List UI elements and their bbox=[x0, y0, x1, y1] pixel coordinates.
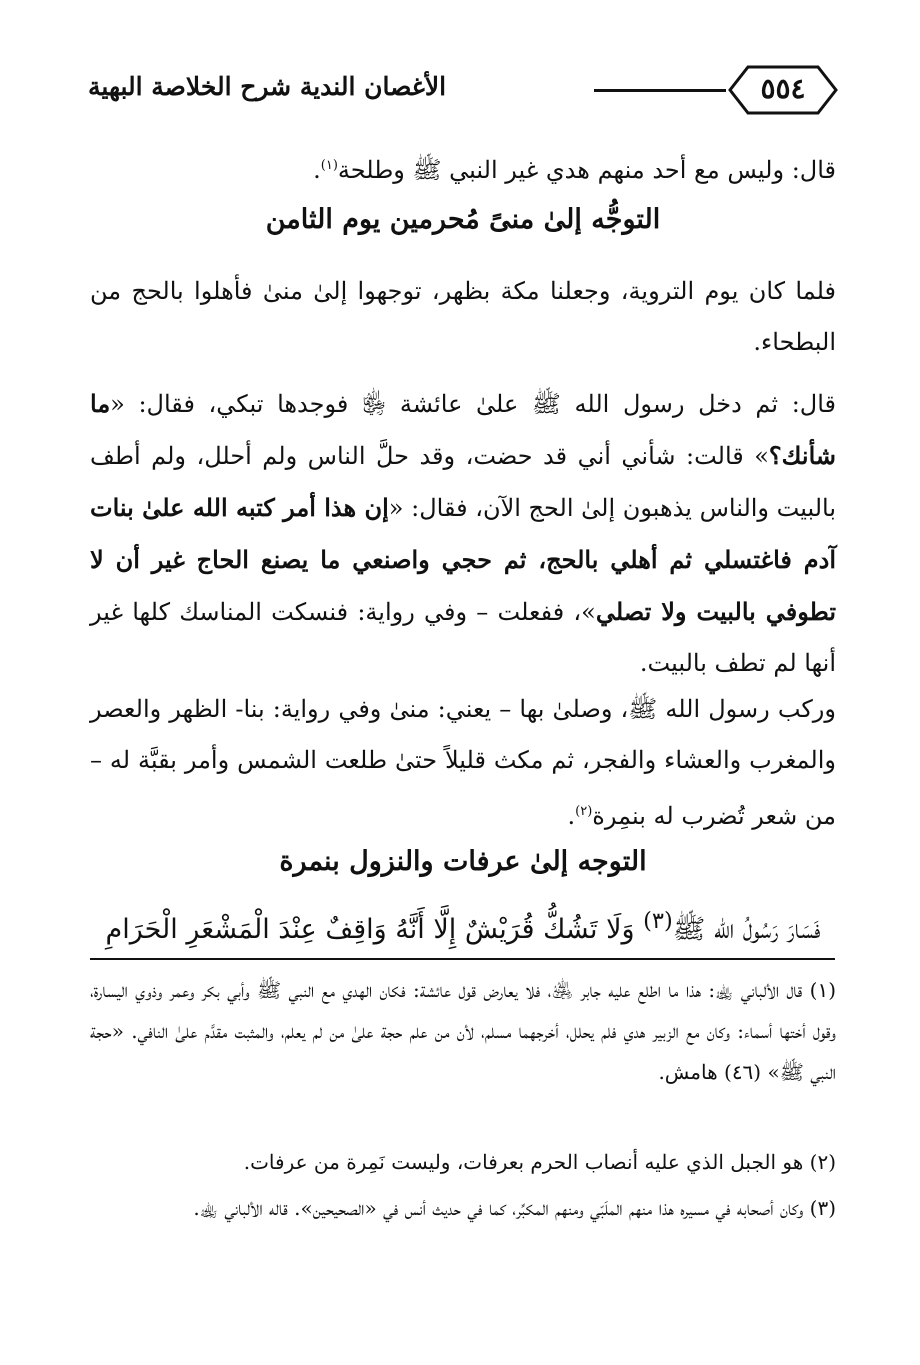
paragraph-3-part-e: »، ففعلت – وفي رواية: فنسكت المناسك كلها غير أنها لم تطف بالبيت. bbox=[90, 598, 836, 677]
section-heading-2: التوجه إلىٰ عرفات والنزول بنمرة bbox=[279, 846, 647, 877]
footnote-ref-3: (٣) bbox=[643, 908, 673, 934]
footnote-ref-2: (٢) bbox=[575, 804, 593, 819]
page-number: ٥٥٤ bbox=[760, 72, 806, 105]
paragraph-4-text: وركب رسول الله ﷺ، وصلىٰ بها – يعني: منىٰ وفي رواية: بنا- الظهر والعصر والمغرب والعشاء والفجر، ثم مكث قليلاً حتىٰ طلعت الشمس وأمر بقبَّة له – من شعر تُضرب له بنمِرة bbox=[90, 695, 836, 830]
header-rule bbox=[594, 89, 726, 92]
hadith-line bbox=[90, 908, 836, 952]
footnote-3 bbox=[90, 1188, 836, 1229]
page-header bbox=[86, 60, 838, 122]
footnote-1-number: (١) bbox=[809, 978, 837, 1002]
section-heading-1: التوجُّه إلىٰ منىً مُحرمين يوم الثامن bbox=[265, 204, 661, 235]
paragraph-4: وركب رسول الله ﷺ، وصلىٰ بها – يعني: منىٰ وفي رواية: بنا- الظهر والعصر والمغرب والعشاء والفجر، ثم مكث قليلاً حتىٰ طلعت الشمس وأمر بقبَّة له – من شعر تُضرب له بنمِرة$^{(٢)}$. bbox=[90, 695, 836, 830]
paragraph-1-text: قال: وليس مع أحد منهم هدي غير النبي ﷺ وطلحة bbox=[337, 156, 836, 184]
footnote-2-text: هو الجبل الذي عليه أنصاب الحرم بعرفات، وليست نَمِرة من عرفات. bbox=[243, 1150, 804, 1174]
footnote-2-number: (٢) bbox=[809, 1150, 836, 1174]
paragraph-3-part-a: قال: ثم دخل رسول الله ﷺ علىٰ عائشة ﵂ فوجدها تبكي، فقال: « bbox=[110, 390, 836, 418]
paragraph-1: قال: وليس مع أحد منهم هدي غير النبي ﷺ وطلحة$^{(١)}$. bbox=[313, 156, 836, 184]
book-title: الأغصان الندية شرح الخلاصة البهية bbox=[88, 72, 447, 101]
footnote-1 bbox=[90, 970, 836, 1093]
paragraph-3-quote-2: إن هذا أمر كتبه الله علىٰ بنات آدم فاغتسلي ثم أهلي بالحج، ثم حجي واصنعي ما يصنع الحاج غير أن لا تطوفي بالبيت ولا تصلي bbox=[90, 493, 836, 626]
hadith-line-part-a: فَسَارَ رَسُولُ الله ﷺ bbox=[672, 914, 821, 945]
footnote-3-number: (٣) bbox=[809, 1196, 836, 1220]
footnote-divider bbox=[90, 958, 835, 960]
paragraph-2: فلما كان يوم التروية، وجعلنا مكة بظهر، توجهوا إلىٰ منىٰ فأهلوا بالحج من البطحاء. bbox=[90, 277, 836, 356]
footnote-1-text: قال الألباني ﵀: هذا ما اطلع عليه جابر ﵁، فلا يعارض قول عائشة: فكان الهدي مع النبي ﷺ وأبي بكر وعمر وذوي اليسارة، وقول أختها أسماء: وكان مع الزبير هدي فلم يحلل، أخرجهما مسلم، لأن من علم حجة علىٰ من لم يعلم، والمثبت مقدَّم علىٰ النافي. «حجة النبي ﷺ» (٤٦) هامش. bbox=[90, 978, 836, 1084]
page-number-frame bbox=[728, 64, 838, 116]
footnote-ref-1: (١) bbox=[320, 158, 338, 173]
footnote-2 bbox=[90, 1142, 836, 1183]
hadith-line-part-b: وَلَا تَشُكُّ قُرَيْشٌ إِلَّا أَنَّهُ وَاقِفٌ عِنْدَ الْمَشْعَرِ الْحَرَامِ bbox=[105, 914, 644, 945]
paragraph-3-part-c: » قالت: شأني أني قد حضت، وقد حلَّ الناس ولم أحلل، ولم أطف بالبيت والناس يذهبون إلىٰ الحج الآن، فقال: « bbox=[90, 442, 837, 522]
paragraph-3 bbox=[90, 378, 836, 689]
footnote-3-text: وكان أصحابه في مسيره هذا منهم الملَبّي ومنهم المكبِّر، كما في حديث أنس في «الصحيحين». قاله الألباني ﵀. bbox=[193, 1196, 804, 1220]
paragraph-3-quote-1: ما شأنك؟ bbox=[90, 389, 836, 470]
